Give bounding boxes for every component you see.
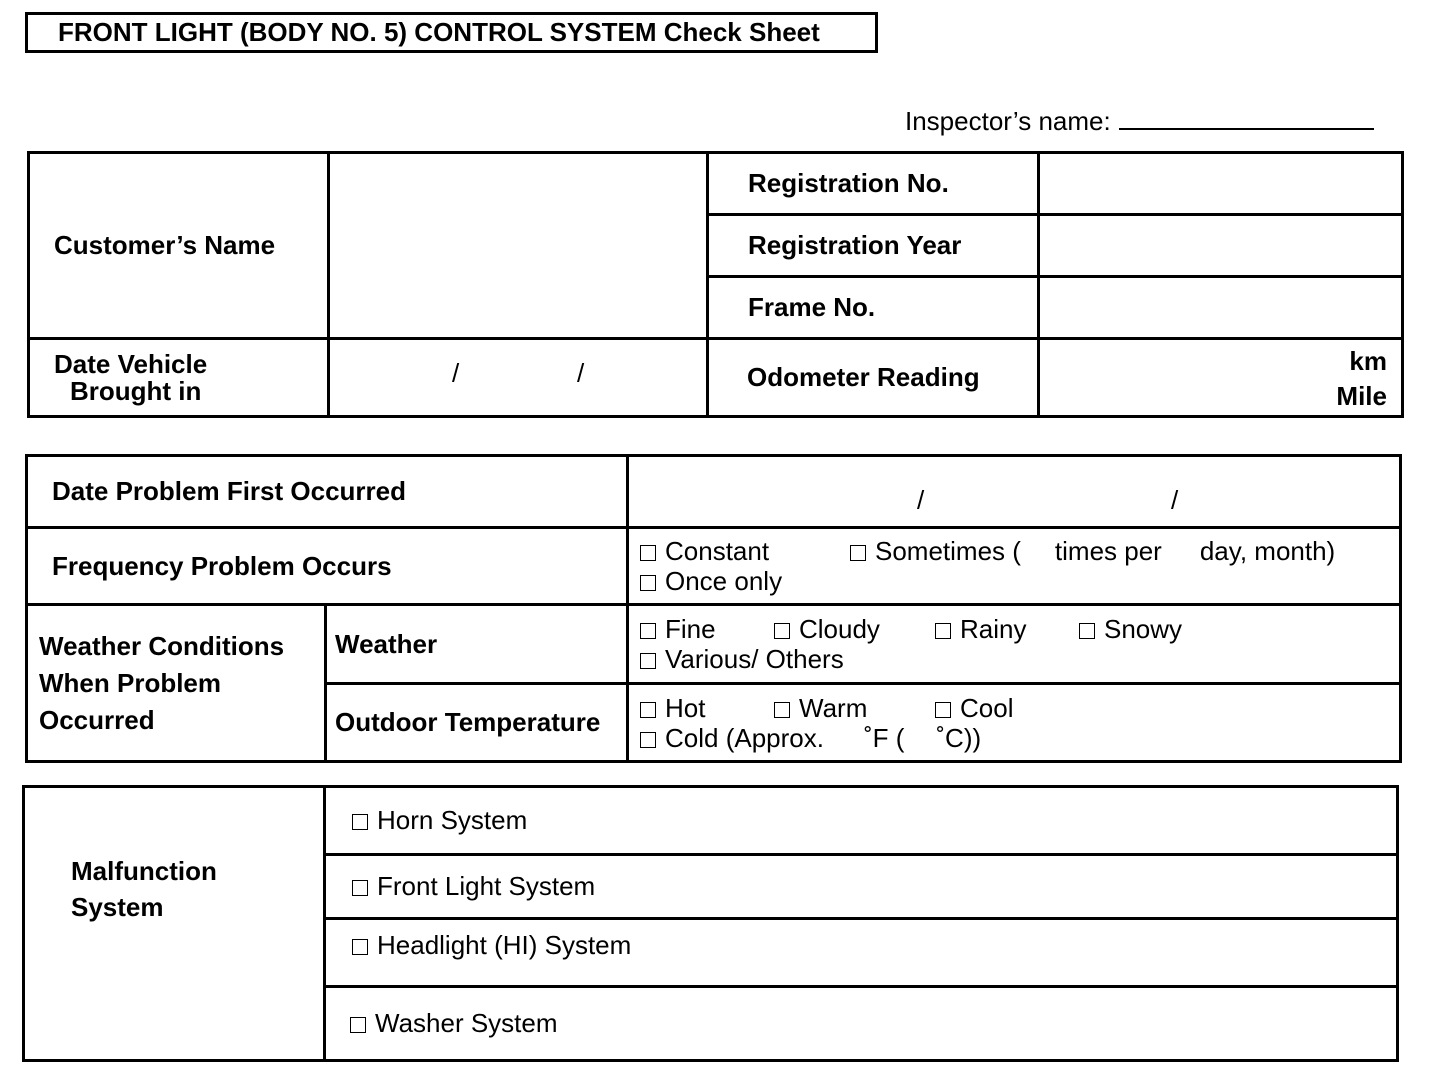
date-separator: /: [452, 358, 460, 388]
option-label: Horn System: [377, 805, 528, 835]
unit-km: km: [1349, 345, 1387, 376]
frame-no-label: Frame No.: [708, 277, 1039, 339]
inspector-name-label: Inspector’s name:: [905, 106, 1111, 136]
unit-mile: Mile: [1336, 380, 1387, 411]
checkbox[interactable]: [935, 623, 951, 639]
vehicle-info-table: [27, 151, 1404, 418]
option-label: Rainy: [960, 614, 1027, 644]
conditions-label-line2: When Problem: [39, 667, 222, 698]
malfunction-headlight-option[interactable]: [325, 919, 1398, 987]
temperature-options: [628, 684, 1401, 762]
date-first-occurred-label: Date Problem First Occurred: [27, 456, 628, 528]
date-brought-label-line2: Brought in: [70, 375, 202, 406]
registration-no-label: Registration No.: [708, 153, 1039, 215]
option-label: day, month): [1199, 536, 1336, 566]
malfunction-system-label: [24, 787, 325, 1061]
malfunction-front-light-option[interactable]: [325, 855, 1398, 919]
odometer-value[interactable]: [1039, 339, 1403, 417]
option-label: Sometimes (: [875, 536, 1021, 566]
temp-warm-option[interactable]: [774, 693, 935, 723]
checkbox[interactable]: [640, 623, 656, 639]
option-label: Warm: [799, 692, 868, 723]
checkbox[interactable]: [352, 880, 368, 896]
date-separator: /: [1171, 485, 1179, 515]
frequency-label: Frequency Problem Occurs: [27, 528, 628, 605]
conditions-label-line1: Weather Conditions: [39, 630, 285, 661]
registration-year-label: Registration Year: [708, 215, 1039, 277]
checkbox[interactable]: [352, 939, 368, 955]
option-label: Headlight (HI) System: [377, 930, 632, 960]
weather-fine-option[interactable]: [640, 614, 774, 644]
malfunction-system-table: [22, 785, 1399, 1062]
option-label: Snowy: [1104, 614, 1183, 644]
checkbox[interactable]: [774, 623, 790, 639]
temp-cold-option[interactable]: [640, 723, 981, 753]
option-label: Various/ Others: [665, 644, 844, 674]
checkbox[interactable]: [640, 702, 656, 718]
checkbox[interactable]: [774, 702, 790, 718]
weather-rainy-option[interactable]: [935, 614, 1079, 644]
outdoor-temperature-label: Outdoor Temperature: [326, 684, 628, 762]
checkbox[interactable]: [640, 575, 656, 591]
frequency-constant-option[interactable]: [640, 536, 850, 566]
malfunction-label-line1: Malfunction: [71, 855, 217, 886]
customer-name-value[interactable]: [329, 153, 708, 339]
date-brought-value[interactable]: [329, 339, 708, 417]
date-separator: /: [577, 358, 585, 388]
date-first-occurred-value[interactable]: [628, 456, 1401, 528]
option-label: Constant: [665, 536, 770, 566]
frequency-once-option[interactable]: [640, 566, 782, 596]
checkbox[interactable]: [640, 545, 656, 561]
odometer-label: Odometer Reading: [708, 339, 1039, 417]
weather-label: Weather: [326, 605, 628, 684]
checkbox[interactable]: [352, 814, 368, 830]
checkbox[interactable]: [935, 702, 951, 718]
option-label: Hot: [665, 692, 706, 723]
date-brought-label-line1: Date Vehicle: [54, 348, 208, 379]
option-label: Once only: [665, 566, 783, 596]
registration-no-value[interactable]: [1039, 153, 1403, 215]
checkbox[interactable]: [640, 653, 656, 669]
weather-cloudy-option[interactable]: [774, 614, 935, 644]
option-label: Cloudy: [799, 614, 880, 644]
option-label: ˚F (: [863, 722, 905, 753]
customer-name-label: Customer’s Name: [29, 153, 329, 339]
malfunction-label-line2: System: [71, 891, 164, 922]
option-label: times per: [1054, 536, 1162, 566]
registration-year-value[interactable]: [1039, 215, 1403, 277]
date-brought-label: [29, 339, 329, 417]
conditions-label-line3: Occurred: [39, 704, 155, 735]
checkbox[interactable]: [640, 732, 656, 748]
weather-various-option[interactable]: [640, 644, 844, 674]
weather-options: [628, 605, 1401, 684]
inspector-name-field: [905, 102, 1374, 137]
weather-conditions-label: [27, 605, 326, 762]
frequency-options: [628, 528, 1401, 605]
temp-cool-option[interactable]: [935, 693, 1013, 723]
option-label: Fine: [665, 614, 716, 644]
checkbox[interactable]: [350, 1017, 366, 1033]
option-label: Cold (Approx.: [665, 722, 824, 753]
checkbox[interactable]: [1079, 623, 1095, 639]
option-label: Washer System: [375, 1008, 558, 1038]
frame-no-value[interactable]: [1039, 277, 1403, 339]
checkbox[interactable]: [850, 545, 866, 561]
date-separator: /: [917, 485, 925, 515]
malfunction-horn-option[interactable]: [325, 787, 1398, 855]
malfunction-washer-option[interactable]: [325, 987, 1398, 1061]
option-label: ˚C)): [936, 722, 982, 753]
problem-conditions-table: [25, 454, 1402, 763]
option-label: Front Light System: [377, 871, 596, 901]
temp-hot-option[interactable]: [640, 693, 774, 723]
frequency-sometimes-option[interactable]: [850, 536, 1335, 566]
inspector-name-line[interactable]: [1119, 102, 1374, 130]
sheet-title: FRONT LIGHT (BODY NO. 5) CONTROL SYSTEM Check Sheet: [25, 12, 878, 53]
weather-snowy-option[interactable]: [1079, 614, 1182, 644]
option-label: Cool: [960, 692, 1014, 723]
